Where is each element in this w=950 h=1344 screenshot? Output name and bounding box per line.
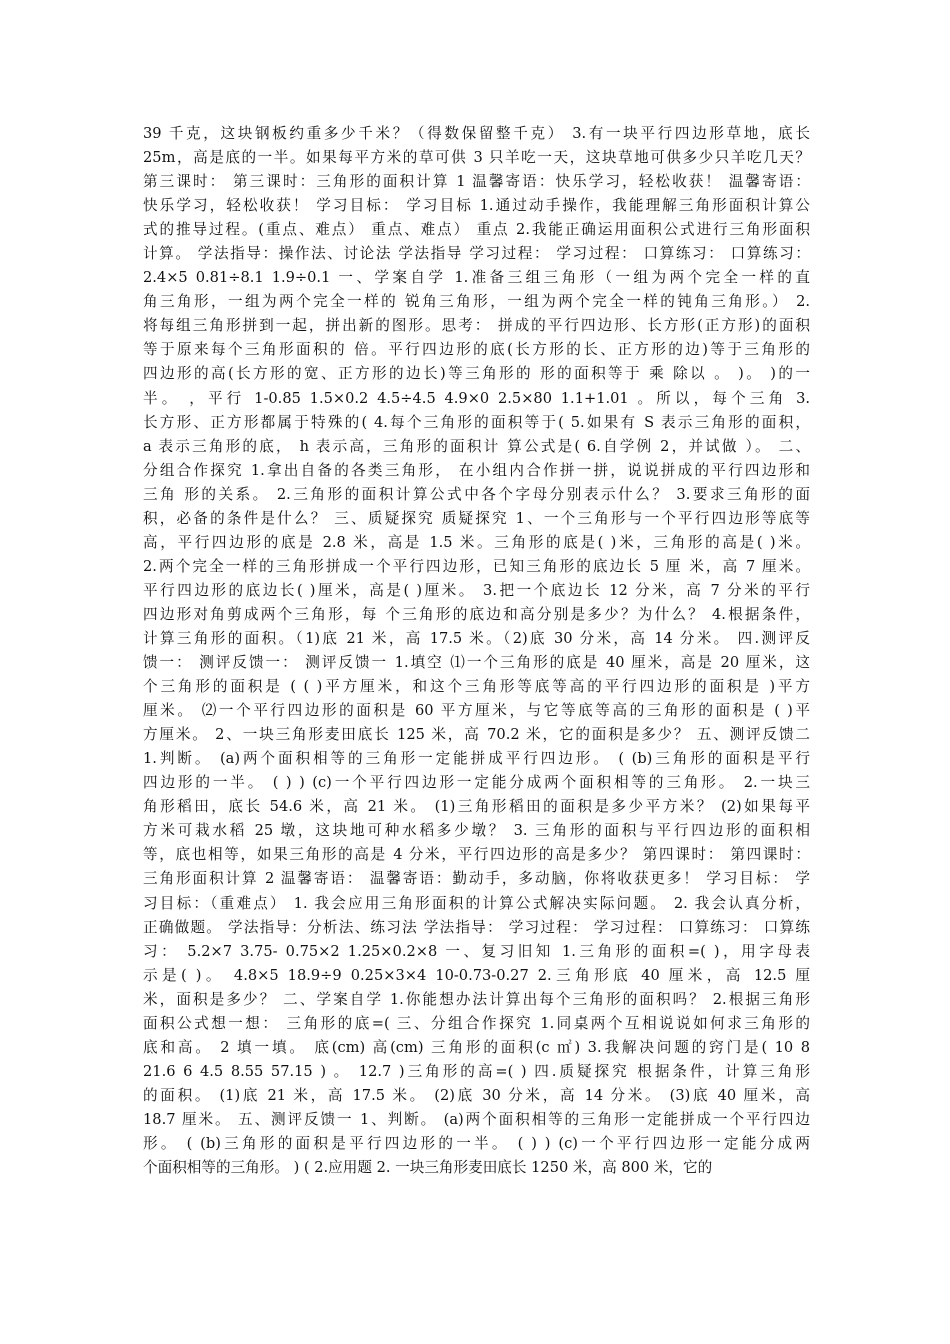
text-line: 形。 ( (b)三角形的面积是平行四边形的一半。 ( ) ) (c)一个平行四边形一定能分成两 (143, 1134, 810, 1152)
text-line: 长方形、正方形都属于特殊的( 4.每个三角形的面积等于( 5.如果有 S 表示三角形的面积， (143, 413, 810, 431)
text-line: 底和高。 2 填一填。 底(cm) 高(cm) 三角形的面积(c ㎡) 3.我解决问题的窍门是( 10 8 (143, 1038, 810, 1056)
text-line: 习： 5.2×7 3.75- 0.75×2 1.25×0.2×8 一、复习旧知 1.三角形的面积=( )，用字母表 (143, 942, 810, 960)
document-body-text (143, 122, 810, 1180)
text-line: 快乐学习，轻松收获！ 学习目标： 学习目标 1.通过动手操作，我能理解三角形面积计算公 (143, 197, 810, 215)
text-line: 方厘米。 2、一块三角形麦田底长 125 米，高 70.2 米，它的面积是多少？ 五、测评反馈二 (143, 726, 810, 744)
text-line: a 表示三角形的底， h 表示高，三角形的面积计 算公式是( 6.自学例 2，并试做 ）。 二、 (143, 437, 810, 455)
text-line: 示是( )。 4.8×5 18.9÷9 0.25×3×4 10-0.73-0.27 2.三角形底 40 厘米，高 12.5 厘 (143, 966, 810, 984)
text-line: 的面积。 (1)底 21 米，高 17.5 米。 (2)底 30 分米，高 14 分米。 (3)底 40 厘米，高 (143, 1086, 810, 1104)
text-line: 第三课时： 第三课时：三角形的面积计算 1 温馨寄语：快乐学习，轻松收获！ 温馨寄语： (143, 173, 810, 191)
text-line: 三角形面积计算 2 温馨寄语： 温馨寄语：勤动手，多动脑，你将收获更多！ 学习目标： 学 (143, 870, 810, 888)
text-line: 计算三角形的面积。（1)底 21 米，高 17.5 米。（2)底 30 分米，高 14 分米。 四.测评反 (143, 629, 810, 647)
text-line: 2.两个完全一样的三角形拼成一个平行四边形，已知三角形的底边长 5 厘 米，高 7 厘米。 (143, 557, 810, 575)
text-line: 个三角形的面积是 ( ( )平方厘米，和这个三角形等底等高的平行四边形的面积是 )平方 (143, 678, 810, 696)
text-line: 39 千克，这块钢板约重多少千米？（得数保留整千克） 3.有一块平行四边形草地，底长 (143, 125, 810, 142)
text-line: 1.判断。 (a)两个面积相等的三角形一定能拼成平行四边形。 ( (b)三角形的面积是平行 (143, 750, 810, 768)
text-line: 计算。 学法指导：操作法、讨论法 学法指导 学习过程： 学习过程： 口算练习： 口算练习： (143, 245, 810, 263)
text-line: 四边形的一半。 ( ) ) (c)一个平行四边形一定能分成两个面积相等的三角形。 2.一块三 (143, 774, 810, 792)
text-line: 四边形的高(长方形的宽、正方形的边长)等三角形的 形的面积等于 乘 除以 。 )。 )的一 (143, 365, 810, 383)
text-line: 三角 形的关系。 2.三角形的面积计算公式中各个字母分别表示什么？ 3.要求三角形的面 (143, 485, 810, 503)
text-line: 角形稻田，底长 54.6 米，高 21 米。 (1)三角形稻田的面积是多少平方米？ (2)如果每平 (143, 798, 810, 816)
text-line: 2.4×5 0.81÷8.1 1.9÷0.1 一、学案自学 1.准备三组三角形（一组为两个完全一样的直 (143, 269, 810, 287)
text-line: 馈一： 测评反馈一： 测评反馈一 1.填空 ⑴一个三角形的底是 40 厘米，高是 20 厘米，这 (143, 654, 810, 672)
text-line: 18.7 厘米。 五、测评反馈一 1、判断。 (a)两个面积相等的三角形一定能拼成一个平行四边 (143, 1110, 810, 1128)
text-line: 将每组三角形拼到一起，拼出新的图形。思考： 拼成的平行四边形、长方形(正方形)的面积 (143, 317, 810, 335)
text-line: 四边形对角剪成两个三角形，每 个三角形的底边和高分别是多少？为什么？ 4.根据条件， (143, 605, 810, 623)
text-line: 习目标：（重难点） 1. 我会应用三角形面积的计算公式解决实际问题。 2. 我会认真分析， (143, 894, 810, 912)
text-line: 面积公式想一想： 三角形的底=( 三、分组合作探究 1.同桌两个互相说说如何求三角形的 (143, 1014, 810, 1032)
text-line: 平行四边形的底边长( )厘米，高是( )厘米。 3.把一个底边长 12 分米，高 7 分米的平行 (143, 581, 810, 599)
text-line: 21.6 6 4.5 8.55 57.15 ) 。 12.7 )三角形的高=( ) 四.质疑探究 根据条件，计算三角形 (143, 1062, 810, 1080)
text-line: 高，平行四边形的底是 2.8 米，高是 1.5 米。三角形的底是( )米，三角形的高是( )米。 (143, 533, 810, 551)
text-line: 半。 ，平行 1-0.85 1.5×0.2 4.5÷4.5 4.9×0 2.5×80 1.1+1.01 。所以，每个三角 3. (143, 389, 810, 407)
text-line: 等于原来每个三角形面积的 倍。平行四边形的底(长方形的长、正方形的边)等于三角形的 (143, 341, 810, 359)
text-line: 厘米。 ⑵一个平行四边形的面积是 60 平方厘米，与它等底等高的三角形的面积是 ( )平 (143, 702, 810, 720)
text-line: 方米可栽水稻 25 墩，这块地可种水稻多少墩？ 3. 三角形的面积与平行四边形的面积相 (143, 822, 810, 840)
text-line: 米，面积是多少？ 二、学案自学 1.你能想办法计算出每个三角形的面积吗？ 2.根据三角形 (143, 990, 810, 1008)
text-line: 正确做题。 学法指导：分析法、练习法 学法指导： 学习过程： 学习过程： 口算练习： 口算练 (143, 918, 810, 936)
text-line: 等，底也相等，如果三角形的高是 4 分米，平行四边形的高是多少？ 第四课时： 第四课时： (143, 846, 810, 864)
text-line: 个面积相等的三角形。 ) ( 2.应用题 2. 一块三角形麦田底长 1250 米，高 800 米，它的 (143, 1159, 713, 1177)
text-line: 分组合作探究 1.拿出自备的各类三角形， 在小组内合作拼一拼，说说拼成的平行四边形和 (143, 461, 810, 479)
text-line: 式的推导过程。(重点、难点） 重点、难点） 重点 2.我能正确运用面积公式进行三角形面积 (143, 221, 810, 239)
text-line: 角三角形，一组为两个完全一样的 锐角三角形，一组为两个完全一样的钝角三角形。） 2. (143, 293, 810, 311)
text-line: 25m，高是底的一半。如果每平方米的草可供 3 只羊吃一天，这块草地可供多少只羊吃几天？ (143, 149, 810, 167)
text-line: 积，必备的条件是什么？ 三、质疑探究 质疑探究 1、一个三角形与一个平行四边形等底等 (143, 509, 810, 527)
